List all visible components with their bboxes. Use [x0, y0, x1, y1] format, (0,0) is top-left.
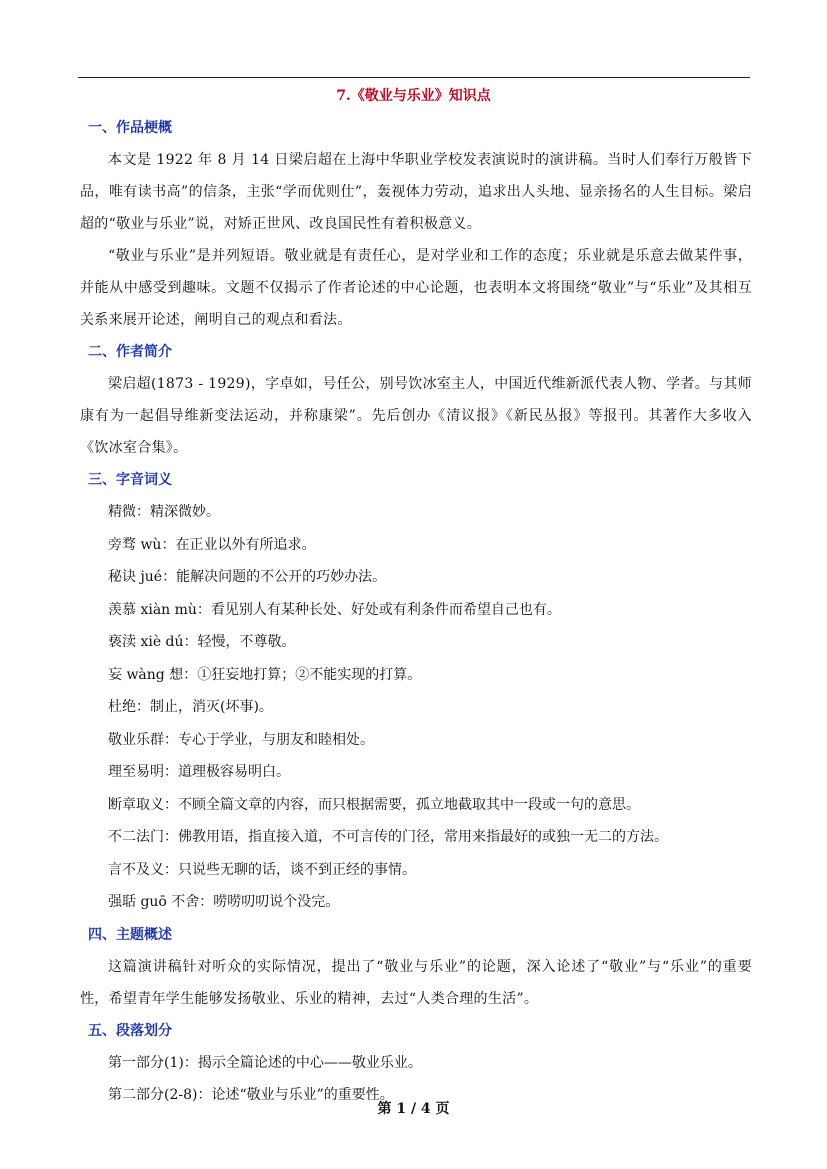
- document-body: [80, 118, 752, 1112]
- document-title: 7.《敬业与乐业》知识点: [336, 88, 491, 104]
- section-heading: 一、作品梗概: [88, 120, 172, 136]
- section-vocabulary: [80, 470, 752, 919]
- vocab-item: 妄 wàng 想：①狂妄地打算；②不能实现的打算。: [108, 666, 422, 683]
- section-heading: 二、作者简介: [88, 344, 172, 360]
- vocab-item: 旁骛 wù：在正业以外有所追求。: [108, 536, 316, 553]
- paragraph: “敬业与乐业”是并列短语。敬业就是有责任心，是对学业和工作的态度；乐业就是乐意去做某件事，并能从中感受到趣味。文题不仅揭示了作者论述的中心论题，也表明本文将围绕“敬业”与“乐业”及其相互关系来展开论述，阐明自己的观点和看法。: [80, 248, 752, 328]
- vocab-item: 精微：精深微妙。: [108, 504, 220, 520]
- section-heading: 五、段落划分: [88, 1022, 172, 1039]
- section-heading: 三、字音词义: [88, 472, 172, 488]
- page-number: 第 1 / 4 页: [377, 1101, 450, 1117]
- header-rule: [78, 77, 750, 78]
- vocab-item: 亵渎 xiè dú：轻慢，不尊敬。: [108, 634, 296, 650]
- vocab-item: 敬业乐群：专心于学业，与朋友和睦相处。: [108, 731, 374, 748]
- section-synopsis: [80, 118, 752, 336]
- section-theme: [80, 925, 752, 1015]
- vocab-item: 杜绝：制止，消灭(坏事)。: [108, 699, 273, 715]
- structure-item: 第一部分(1)：揭示全篇论述的中心——敬业乐业。: [108, 1054, 422, 1071]
- vocab-item: 断章取义：不顾全篇文章的内容，而只根据需要，孤立地截取其中一段或一句的意思。: [108, 796, 640, 813]
- vocab-item: 秘诀 jué：能解决问题的不公开的巧妙办法。: [108, 569, 387, 585]
- vocab-item: 理至易明：道理极容易明白。: [108, 764, 290, 780]
- section-heading: 四、主题概述: [88, 926, 172, 943]
- structure-item: 第二部分(2-8)：论述“敬业与乐业”的重要性。: [108, 1087, 394, 1103]
- section-author: [80, 342, 752, 464]
- paragraph: 本文是 1922 年 8 月 14 日梁启超在上海中华职业学校发表演说时的演讲稿。当时人们奉行万般皆下品，唯有读书高”的信条，主张“学而优则仕”，轰视体力劳动，追求出人头地、显亲扬名的人生目标。梁启超的“敬业与乐业”说，对矫正世风、改良国民性有着积极意义。: [80, 152, 752, 232]
- vocab-item: 强聒 guō 不舍：唠唠叨叨说个没完。: [108, 894, 340, 910]
- vocab-item: 不二法门：佛教用语，指直接入道，不可言传的门径，常用来指最好的或独一无二的方法。: [108, 829, 668, 845]
- vocab-item: 言不及义：只说些无聊的话，谈不到正经的事情。: [108, 861, 416, 878]
- paragraph: 梁启超(1873 - 1929)，字卓如，号任公，别号饮冰室主人，中国近代维新派代表人物、学者。与其师康有为一起倡导维新变法运动，并称康梁”。先后创办《清议报》《新民丛报》等报刊。其著作大多收入《饮冰室合集》。: [80, 376, 752, 456]
- paragraph: 这篇演讲稿针对听众的实际情况，提出了“敬业与乐业”的论题，深入论述了“敬业”与“乐业”的重要性，希望青年学生能够发扬敬业、乐业的精神，去过“人类合理的生活”。: [80, 958, 752, 1007]
- vocab-item: 羡慕 xiàn mù：看见别人有某种长处、好处或有利条件而希望自己也有。: [108, 601, 561, 618]
